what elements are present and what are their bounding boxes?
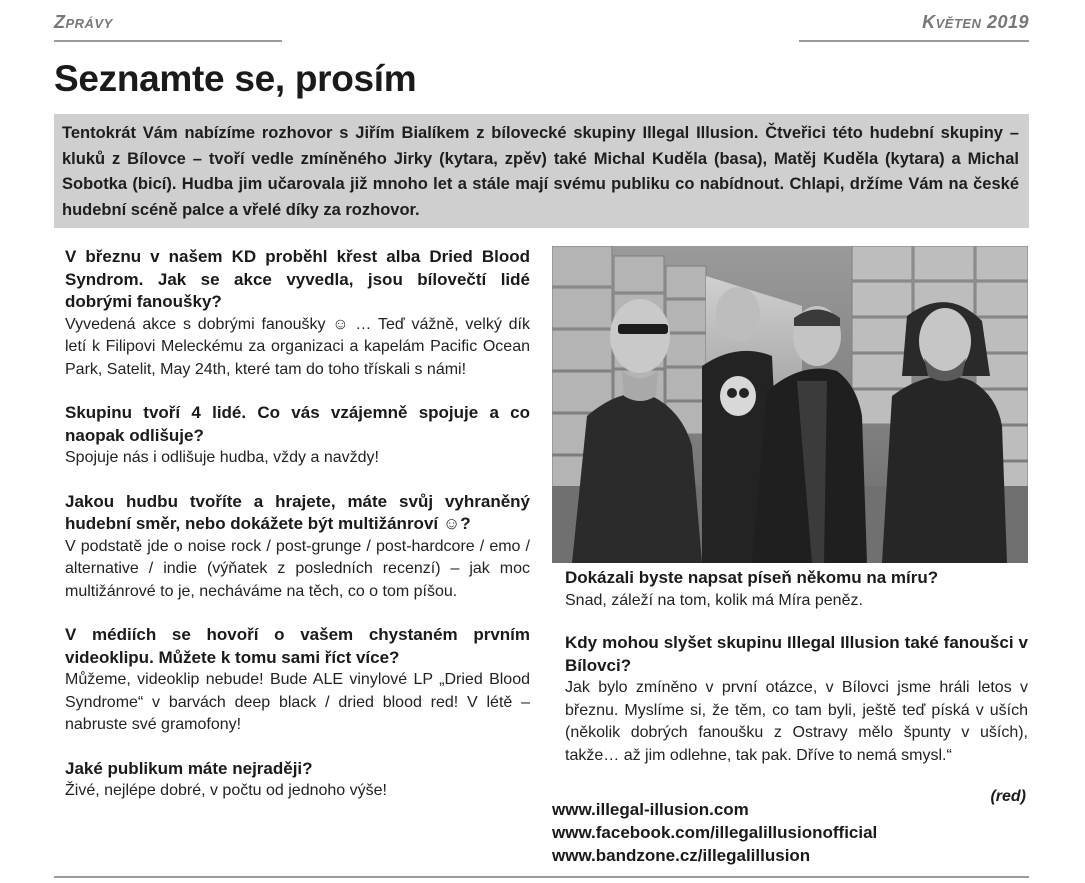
answer: Jak bylo zmíněno v první otázce, v Bílovci jsme hráli letos v březnu. Myslíme si, že těm, co tam byli, ještě teď píská v uších (několik dobrých fanoušku z Ostravy mělo špunty v uších), takže… až jim odlehne, tak pak. Dříve to nemá smysl.“ [565, 679, 1028, 764]
right-column [554, 567, 1028, 807]
answer: V podstatě jde o noise rock / post-grunge / post-hardcore / emo / alternative / indie (výňatek z posledních recenzí) – jak moc multižánrové to je, necháváme na těch, co o tom píšou. [65, 537, 530, 600]
question: Skupinu tvoří 4 lidé. Co vás vzájemně spojuje a co naopak odlišuje? [65, 403, 530, 445]
answer: Vyvedená akce s dobrými fanoušky ☺ … Teď vážně, velký dík letí k Filipovi Meleckému za organizaci a kapelám Pacific Ocean Park, Satelit, May 24th, které tam do toho třískali s námi! [65, 315, 530, 378]
article-intro: Tentokrát Vám nabízíme rozhovor s Jiřím Bialíkem z bílovecké skupiny Illegal Illusion. Čtveřici této hudební skupiny – kluků z Bílovce – tvoří vedle zmíněného Jirky (kytara, zpěv) také Michal Kuděla (basa), Matěj Kuděla (kytara) a Michal Sobotka (bicí). Hudba jim učarovala již mnoho let a stále mají svému publiku co nabídnout. Chlapi, držíme Vám na české hudební scéně palce a vřelé díky za rozhovor. [54, 114, 1029, 228]
article-title: Seznamte se, prosím [54, 58, 417, 99]
answer: Živé, nejlépe dobré, v počtu od jednoho výše! [65, 782, 387, 799]
answer: Můžeme, videoklip nebude! Bude ALE vinylové LP „Dried Blood Syndrome“ v barvách deep black / dried blood red! V létě – nabruste své gramofony! [65, 671, 530, 733]
interview-item [54, 758, 530, 803]
author-signature: (red) [990, 788, 1026, 805]
interview-item [54, 402, 530, 470]
interview-item [554, 632, 1028, 767]
left-column [54, 246, 530, 824]
website-link[interactable]: www.illegal-illusion.com [552, 800, 749, 819]
band-links [552, 798, 877, 867]
issue-date: Květen 2019 [922, 12, 1029, 32]
answer: Snad, záleží na tom, kolik má Míra peněz. [565, 591, 863, 609]
bandzone-link[interactable]: www.bandzone.cz/illegalillusion [552, 846, 811, 865]
header-rule-right [799, 40, 1029, 42]
band-photo [552, 246, 1028, 563]
question: Jakou hudbu tvoříte a hrajete, máte svůj vyhraněný hudební směr, nebo dokážete být multižánroví ☺? [65, 491, 530, 533]
question: V březnu v našem KD proběhl křest alba Dried Blood Syndrom. Jak se akce vyvedla, jsou bílovečtí lidé dobrými fanoušky? [65, 247, 530, 311]
header-rule-left [54, 40, 282, 42]
question: Kdy mohou slyšet skupinu Illegal Illusion také fanoušci v Bílovci? [565, 633, 1028, 675]
answer: Spojuje nás i odlišuje hudba, vždy a navždy! [65, 449, 379, 466]
footer-rule [54, 876, 1029, 878]
question: V médiích se hovoří o vašem chystaném prvním videoklipu. Můžete k tomu sami říct více? [65, 625, 530, 667]
interview-item [54, 246, 530, 381]
facebook-link[interactable]: www.facebook.com/illegalillusionofficial [552, 823, 878, 842]
interview-item [54, 624, 530, 737]
section-label: Zprávy [54, 12, 113, 32]
interview-item [554, 567, 1028, 612]
question: Jaké publikum máte nejraději? [65, 758, 313, 778]
interview-item [54, 491, 530, 604]
question: Dokázali byste napsat píseň někomu na míru? [565, 568, 939, 587]
